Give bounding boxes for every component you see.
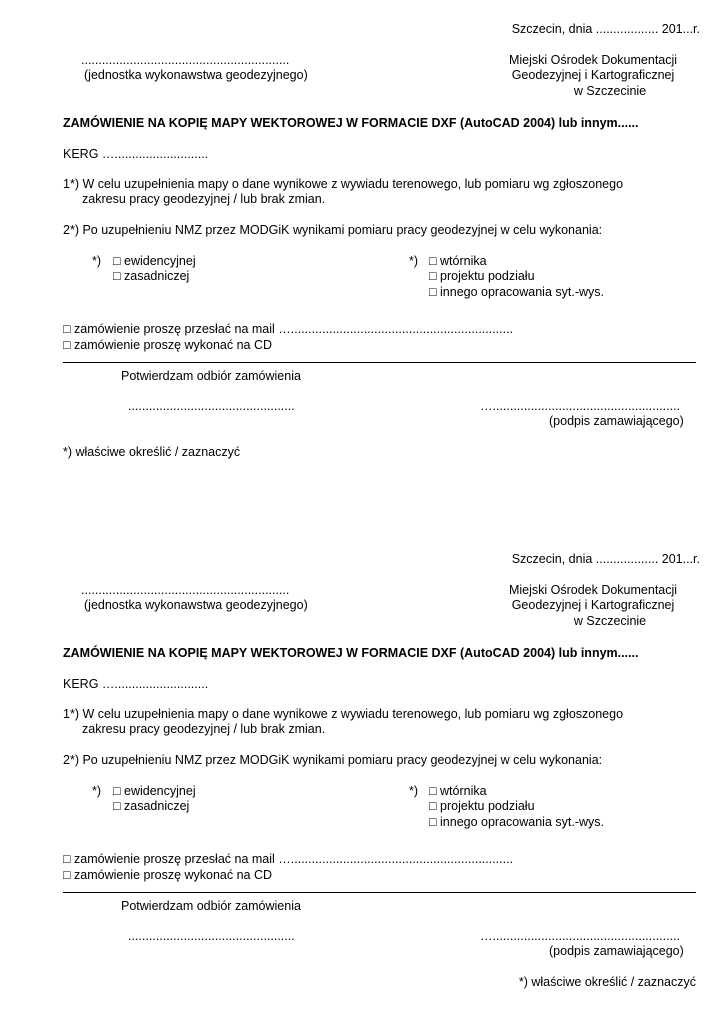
recipient-line-2: Geodezyjnej i Kartograficznej: [511, 68, 675, 82]
signature-label: (podpis zamawiającego): [549, 414, 684, 428]
cd-option[interactable]: □ zamówienie proszę wykonać na CD: [63, 338, 273, 352]
left-options-mark: *): [92, 784, 102, 798]
unit-label: (jednostka wykonawstwa geodezyjnego): [84, 598, 308, 612]
date-line: Szczecin, dnia .................. 201...r.: [511, 22, 700, 36]
recipient-line-3: w Szczecinie: [573, 84, 647, 98]
option-innego-opracowania[interactable]: □ innego opracowania syt.-wys.: [429, 815, 604, 829]
unit-dots: ............................................................: [81, 53, 290, 67]
option-innego-opracowania[interactable]: □ innego opracowania syt.-wys.: [429, 285, 604, 299]
order-form-1: [0, 0, 724, 500]
form-title: ZAMÓWIENIE NA KOPIĘ MAPY WEKTOROWEJ W FORMACIE DXF (AutoCAD 2004) lub innym......: [63, 116, 639, 130]
cd-option[interactable]: □ zamówienie proszę wykonać na CD: [63, 868, 273, 882]
mail-option[interactable]: □ zamówienie proszę przesłać na mail …................................................................: [63, 852, 514, 866]
unit-dots: ............................................................: [81, 583, 290, 597]
option-wtornika[interactable]: □ wtórnika: [429, 784, 487, 798]
option-projektu-podzialu[interactable]: □ projektu podziału: [429, 799, 535, 813]
date-line: Szczecin, dnia .................. 201...r.: [511, 552, 700, 566]
right-options-mark: *): [409, 784, 419, 798]
recipient-line-3: w Szczecinie: [573, 614, 647, 628]
item-1-line-2: zakresu pracy geodezyjnej / lub brak zmian.: [82, 722, 326, 736]
item-2-line: 2*) Po uzupełnieniu NMZ przez MODGiK wynikami pomiaru pracy geodezyjnej w celu wykonania:: [63, 223, 603, 237]
footnote: *) właściwe określić / zaznaczyć: [518, 975, 696, 989]
option-ewidencyjnej[interactable]: □ ewidencyjnej: [113, 784, 196, 798]
confirm-label: Potwierdzam odbiór zamówienia: [121, 369, 301, 383]
item-1-line-1: 1*) W celu uzupełnienia mapy o dane wynikowe z wywiadu terenowego, lub pomiaru wg zgłoszonego: [63, 177, 624, 191]
mail-option[interactable]: □ zamówienie proszę przesłać na mail …................................................................: [63, 322, 514, 336]
signature-label: (podpis zamawiającego): [549, 944, 684, 958]
kerg-line: KERG …...........................: [63, 147, 209, 161]
form-title: ZAMÓWIENIE NA KOPIĘ MAPY WEKTOROWEJ W FORMACIE DXF (AutoCAD 2004) lub innym......: [63, 646, 639, 660]
option-zasadniczej[interactable]: □ zasadniczej: [113, 269, 190, 283]
left-signature-dots: ................................................: [128, 399, 295, 413]
item-1-line-1: 1*) W celu uzupełnienia mapy o dane wynikowe z wywiadu terenowego, lub pomiaru wg zgłoszonego: [63, 707, 624, 721]
option-ewidencyjnej[interactable]: □ ewidencyjnej: [113, 254, 196, 268]
right-signature-dots: …......................................................: [480, 399, 681, 413]
right-options-mark: *): [409, 254, 419, 268]
divider-line: [63, 362, 696, 363]
left-signature-dots: ................................................: [128, 929, 295, 943]
kerg-line: KERG …...........................: [63, 677, 209, 691]
option-wtornika[interactable]: □ wtórnika: [429, 254, 487, 268]
recipient-line-1: Miejski Ośrodek Dokumentacji: [508, 53, 678, 67]
option-projektu-podzialu[interactable]: □ projektu podziału: [429, 269, 535, 283]
recipient-line-2: Geodezyjnej i Kartograficznej: [511, 598, 675, 612]
item-2-line: 2*) Po uzupełnieniu NMZ przez MODGiK wynikami pomiaru pracy geodezyjnej w celu wykonania:: [63, 753, 603, 767]
unit-label: (jednostka wykonawstwa geodezyjnego): [84, 68, 308, 82]
item-1-line-2: zakresu pracy geodezyjnej / lub brak zmian.: [82, 192, 326, 206]
left-options-mark: *): [92, 254, 102, 268]
order-form-2: [0, 530, 724, 1030]
confirm-label: Potwierdzam odbiór zamówienia: [121, 899, 301, 913]
recipient-line-1: Miejski Ośrodek Dokumentacji: [508, 583, 678, 597]
option-zasadniczej[interactable]: □ zasadniczej: [113, 799, 190, 813]
divider-line: [63, 892, 696, 893]
right-signature-dots: …......................................................: [480, 929, 681, 943]
footnote: *) właściwe określić / zaznaczyć: [63, 445, 241, 459]
